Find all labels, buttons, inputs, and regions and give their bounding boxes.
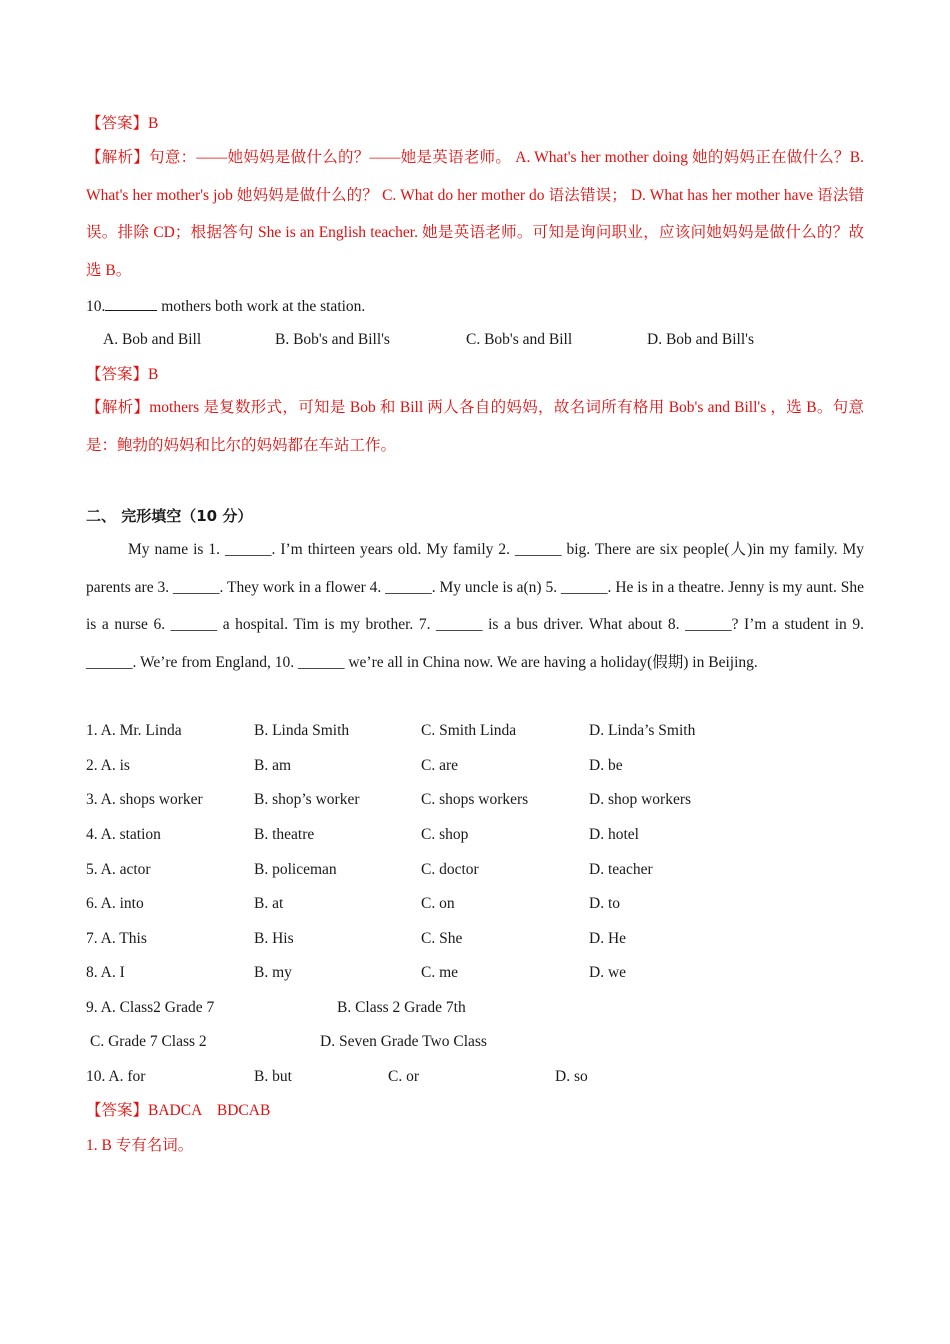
cloze-answer: 【答案】BADCA BDCAB (86, 1102, 271, 1119)
q10-stem (86, 296, 365, 317)
q2-option-c: C. are (421, 757, 459, 774)
q8-option-c: C. me (421, 964, 459, 981)
q10-option-d: D. Bob and Bill's (647, 331, 754, 348)
q5-option-a: 5. A. actor (86, 861, 151, 878)
q10-blank (105, 296, 157, 311)
q2-option-d: D. be (589, 757, 623, 774)
q2-option-b: B. am (254, 757, 292, 774)
cloze-passage: My name is 1. ______. I’m thirteen years old. My family 2. ______ big. There are six people(人)in my family. My parents are 3. ______. They work in a flower 4. ______. My uncle is a(n) 5. ______. He is in a theatre. Jenny is my aunt. She is a nurse 6. ______ a hospital. Tim is my brother. 7. ______ is a bus driver. What about 8. ______? I’m a student in 9. ______. We’re from England, 10. ______ we’re all in China now. We are having a holiday(假期) in Beijing. (86, 541, 864, 671)
q4-option-d: D. hotel (589, 826, 639, 843)
q3-option-c: C. shops workers (421, 791, 529, 808)
cloze-explain-1: 1. B 专有名词。 (86, 1137, 194, 1154)
q6-option-c: C. on (421, 895, 455, 912)
q9-option-d: D. Seven Grade Two Class (320, 1033, 487, 1050)
q10-answer: 【答案】B (86, 366, 159, 383)
q10-number: 10. (86, 298, 106, 315)
q10-option-c: C. Bob's and Bill (466, 331, 573, 348)
q8-option-d: D. we (589, 964, 627, 981)
q10-analysis: 【解析】mothers 是复数形式，可知是 Bob 和 Bill 两人各自的妈妈，故名词所有格用 Bob's and Bill's ，选 B。句意是：鲍勃的妈妈和比尔的妈妈都在车站工作。 (86, 399, 864, 454)
q1-option-c: C. Smith Linda (421, 722, 517, 739)
q3-option-a: 3. A. shops worker (86, 791, 203, 808)
q1-option-d: D. Linda’s Smith (589, 722, 696, 739)
q5-option-c: C. doctor (421, 861, 479, 878)
q4-option-c: C. shop (421, 826, 469, 843)
q10-cloze-option-a: 10. A. for (86, 1068, 146, 1085)
q9-option-c: C. Grade 7 Class 2 (90, 1033, 207, 1050)
q6-option-b: B. at (254, 895, 284, 912)
q9-answer: 【答案】B (86, 115, 159, 132)
q8-option-a: 8. A. I (86, 964, 125, 981)
q1-option-a: 1. A. Mr. Linda (86, 722, 182, 739)
q6-option-a: 6. A. into (86, 895, 144, 912)
q10-cloze-option-b: B. but (254, 1068, 292, 1085)
q7-option-a: 7. A. This (86, 930, 147, 947)
q8-option-b: B. my (254, 964, 292, 981)
q5-option-d: D. teacher (589, 861, 653, 878)
q2-option-a: 2. A. is (86, 757, 130, 774)
q10-option-b: B. Bob's and Bill's (275, 331, 390, 348)
q9-option-a: 9. A. Class2 Grade 7 (86, 999, 215, 1016)
q7-option-d: D. He (589, 930, 627, 947)
q3-option-d: D. shop workers (589, 791, 692, 808)
q9-option-b: B. Class 2 Grade 7th (337, 999, 466, 1016)
q10-stem-text: mothers both work at the station. (157, 298, 366, 315)
q7-option-b: B. His (254, 930, 294, 947)
q1-option-b: B. Linda Smith (254, 722, 350, 739)
section-heading: 二、 完形填空（10 分） (86, 507, 253, 525)
q5-option-b: B. policeman (254, 861, 337, 878)
q7-option-c: C. She (421, 930, 463, 947)
q3-option-b: B. shop’s worker (254, 791, 360, 808)
q10-cloze-option-d: D. so (555, 1068, 588, 1085)
q9-analysis: 【解析】句意：——她妈妈是做什么的？——她是英语老师。 A. What's her mother doing 她的妈妈正在做什么？B. What's her mother's job 她妈妈是做什么的？ C. What do her mother do 语法错误； D. What has her mother have 语法错误。排除 CD；根据答句 She is an English teacher. 她是英语老师。可知是询问职业，应该问她妈妈是做什么的？故选 B。 (86, 149, 864, 279)
q6-option-d: D. to (589, 895, 620, 912)
q10-cloze-option-c: C. or (388, 1068, 419, 1085)
q4-option-b: B. theatre (254, 826, 315, 843)
q4-option-a: 4. A. station (86, 826, 161, 843)
q10-option-a: A. Bob and Bill (103, 331, 202, 348)
